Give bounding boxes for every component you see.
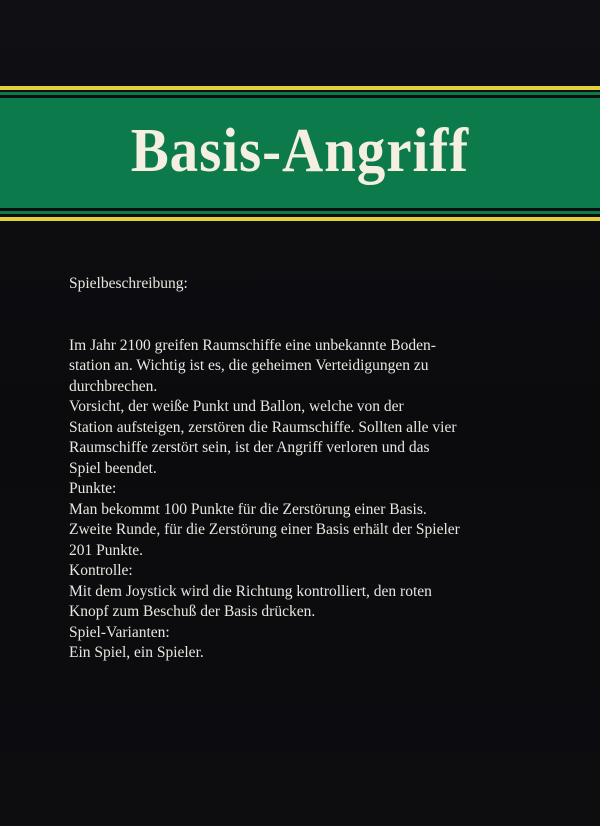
text-line: Spiel beendet. (69, 459, 157, 477)
text-line: Man bekommt 100 Punkte für die Zerstörung einer Basis. (69, 500, 427, 518)
section-heading: Spielbeschreibung: (69, 275, 188, 292)
bottom-green-stripe (0, 211, 600, 214)
top-green-stripe (0, 92, 600, 95)
page-title: Basis-Angriff (130, 116, 470, 185)
bottom-yellow-stripe (0, 217, 600, 221)
subheading-points: Punkte: (69, 480, 117, 497)
subheading-control: Kontrolle: (69, 562, 133, 579)
text-line: Mit dem Joystick wird die Richtung kontrolliert, den roten (69, 582, 432, 600)
text-line: station an. Wichtig ist es, die geheimen Verteidigungen zu (69, 357, 429, 374)
text-line: 201 Punkte. (69, 541, 144, 559)
text-line: Raumschiffe zerstört sein, ist der Angriff verloren und das (69, 439, 430, 456)
text-line: Station aufsteigen, zerstören die Raumschiffe. Sollten alle vier (69, 418, 457, 436)
subheading-variants: Spiel-Varianten: (69, 623, 170, 641)
title-banner (0, 98, 600, 208)
text-line: durchbrechen. (69, 377, 158, 395)
text-line: Im Jahr 2100 greifen Raumschiffe eine unbekannte Boden- (69, 336, 436, 354)
text-line: Vorsicht, der weiße Punkt und Ballon, welche von der (69, 398, 404, 415)
game-description (69, 274, 549, 664)
text-line: Knopf zum Beschuß der Basis drücken. (69, 603, 316, 620)
spacer (69, 295, 549, 336)
text-line: Zweite Runde, für die Zerstörung einer Basis erhält der Spieler (69, 521, 460, 538)
top-yellow-stripe (0, 86, 600, 90)
text-line: Ein Spiel, ein Spieler. (69, 644, 204, 661)
